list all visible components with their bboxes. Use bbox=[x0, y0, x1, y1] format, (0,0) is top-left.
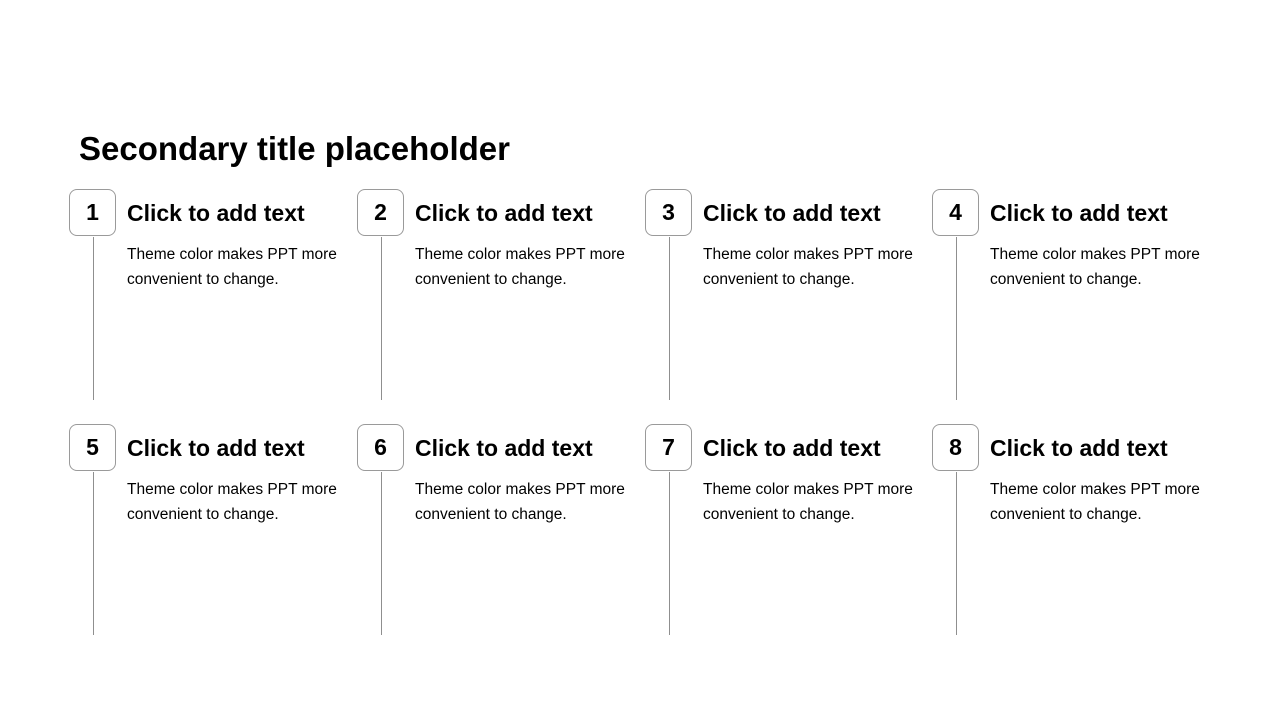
list-item bbox=[645, 189, 915, 409]
item-connector-line bbox=[669, 472, 670, 635]
item-connector-line bbox=[93, 237, 94, 400]
item-number-badge: 3 bbox=[645, 189, 692, 236]
item-connector-line bbox=[381, 472, 382, 635]
list-item bbox=[357, 189, 627, 409]
item-number-badge: 2 bbox=[357, 189, 404, 236]
list-item bbox=[69, 424, 339, 644]
item-description[interactable]: Theme color makes PPT more convenient to change. bbox=[415, 481, 625, 523]
item-description[interactable]: Theme color makes PPT more convenient to change. bbox=[127, 246, 337, 288]
slide-title[interactable]: Secondary title placeholder bbox=[79, 130, 510, 167]
item-heading[interactable]: Click to add text bbox=[990, 435, 1168, 461]
item-number-badge: 8 bbox=[932, 424, 979, 471]
item-heading[interactable]: Click to add text bbox=[415, 200, 593, 226]
item-description[interactable]: Theme color makes PPT more convenient to change. bbox=[990, 481, 1200, 523]
item-connector-line bbox=[956, 472, 957, 635]
item-heading[interactable]: Click to add text bbox=[127, 200, 305, 226]
item-number-badge: 4 bbox=[932, 189, 979, 236]
item-number-badge: 7 bbox=[645, 424, 692, 471]
item-number-badge: 5 bbox=[69, 424, 116, 471]
item-description[interactable]: Theme color makes PPT more convenient to change. bbox=[415, 246, 625, 288]
item-heading[interactable]: Click to add text bbox=[703, 200, 881, 226]
item-description[interactable]: Theme color makes PPT more convenient to change. bbox=[127, 481, 337, 523]
item-connector-line bbox=[669, 237, 670, 400]
item-heading[interactable]: Click to add text bbox=[703, 435, 881, 461]
item-heading[interactable]: Click to add text bbox=[415, 435, 593, 461]
item-connector-line bbox=[93, 472, 94, 635]
item-description[interactable]: Theme color makes PPT more convenient to change. bbox=[703, 481, 913, 523]
item-description[interactable]: Theme color makes PPT more convenient to change. bbox=[990, 246, 1200, 288]
item-heading[interactable]: Click to add text bbox=[127, 435, 305, 461]
item-number-badge: 1 bbox=[69, 189, 116, 236]
item-number-badge: 6 bbox=[357, 424, 404, 471]
item-heading[interactable]: Click to add text bbox=[990, 200, 1168, 226]
item-description[interactable]: Theme color makes PPT more convenient to change. bbox=[703, 246, 913, 288]
list-item bbox=[357, 424, 627, 644]
list-item bbox=[69, 189, 339, 409]
item-connector-line bbox=[956, 237, 957, 400]
list-item bbox=[932, 189, 1202, 409]
item-connector-line bbox=[381, 237, 382, 400]
list-item bbox=[932, 424, 1202, 644]
list-item bbox=[645, 424, 915, 644]
